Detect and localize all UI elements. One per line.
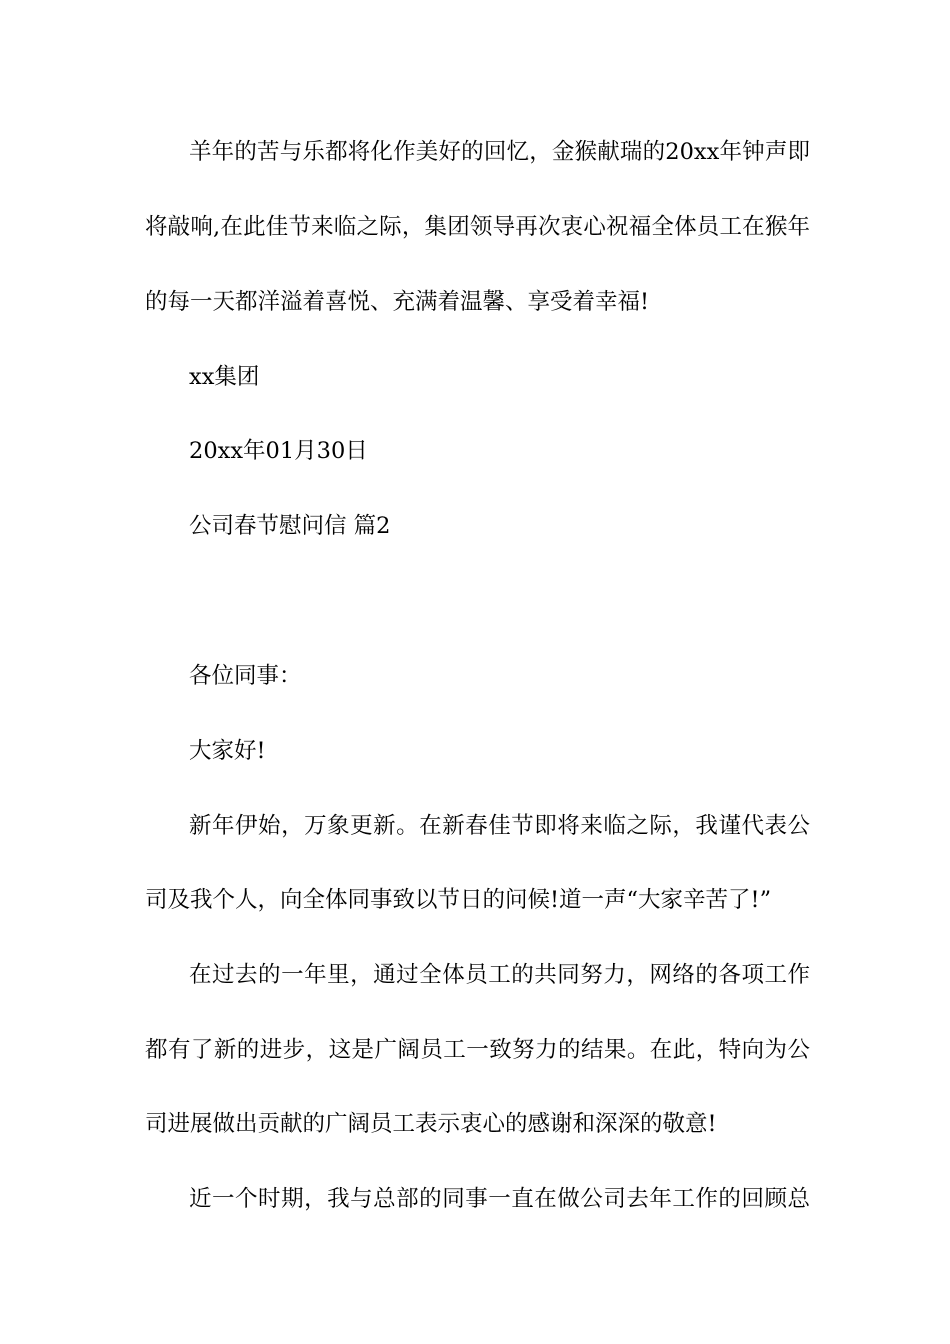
paragraph-line: 司及我个人，向全体同事致以节日的问候!道一声“大家辛苦了!” — [145, 887, 772, 913]
section-heading: 公司春节慰问信 篇2 — [189, 513, 391, 539]
greeting: 大家好! — [189, 738, 266, 764]
paragraph-line: 司进展做出贡献的广阔员工表示衷心的感谢和深深的敬意! — [145, 1111, 717, 1137]
paragraph-line: 的每一天都洋溢着喜悦、充满着温馨、享受着幸福! — [145, 289, 650, 315]
paragraph-line: 在过去的一年里，通过全体员工的共同努力，网络的各项工作 — [189, 962, 810, 988]
salutation: 各位同事： — [189, 663, 302, 689]
paragraph-line: 都有了新的进步，这是广阔员工一致努力的结果。在此，特向为公 — [145, 1037, 810, 1063]
paragraph-line: 羊年的苦与乐都将化作美好的回忆，金猴献瑞的20xx年钟声即 — [189, 139, 810, 165]
paragraph-line: 新年伊始，万象更新。在新春佳节即将来临之际，我谨代表公 — [189, 813, 810, 839]
paragraph-line: 近一个时期，我与总部的同事一直在做公司去年工作的回顾总 — [189, 1186, 810, 1212]
signature-date: 20xx年01月30日 — [189, 438, 368, 464]
signature-company: xx集团 — [189, 364, 260, 390]
paragraph-line: 将敲响,在此佳节来临之际，集团领导再次衷心祝福全体员工在猴年 — [145, 214, 810, 240]
